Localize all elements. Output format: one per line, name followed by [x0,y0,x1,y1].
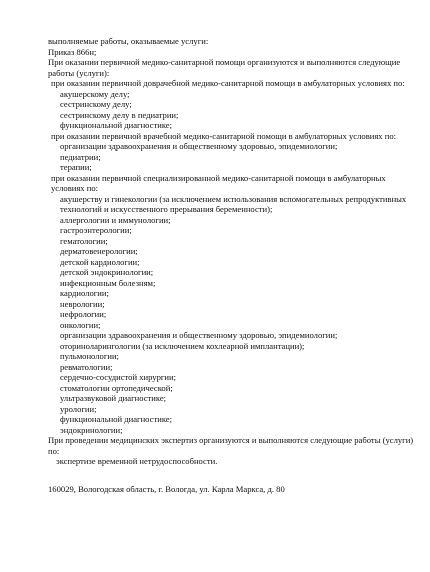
document-line: При оказании первичной медико-санитарной помощи организуются и выполняются следующие работы (услуги): [48,57,401,78]
document-line: при оказании первичной врачебной медико-санитарной помощи в амбулаторных условиях по: [51,130,397,141]
document-line: сердечно-сосудистой хирургии; [60,372,177,382]
document-line: кардиологии; [60,288,109,298]
document-line: онкологии; [60,319,101,330]
document-line: аллергологии и иммунологии; [60,214,171,225]
document-line: выполняемые работы, оказываемые услуги: [48,36,209,46]
document-line: ревматологии; [60,361,113,372]
document-line: При проведении медицинских экспертиз организуются и выполняются следующие работы (услуги) по: [48,435,414,456]
document-line: сестринскому делу в педиатрии; [60,109,179,120]
document-line: экспертизе временной нетрудоспособности. [56,456,218,466]
document-line: инфекционным болезням; [60,277,156,288]
document-line: Приказ 866н; [48,46,97,57]
document-line: при оказании первичной доврачебной медико-санитарной помощи в амбулаторных условиях по: [51,78,405,88]
document-line: акушерскому делу; [60,88,130,99]
document-line: терапии; [60,162,92,172]
document-line: урологии; [60,403,97,414]
document-line: пульмонологии; [60,351,119,361]
document-line: детской кардиологии; [60,256,140,267]
document-line: организации здравоохранения и общественному здоровью, эпидемиологии; [60,330,338,340]
document-line: сестринскому делу; [60,99,132,109]
address-line: 160029, Вологодская область, г. Вологда, ул. Карла Маркса, д. 80 [48,484,285,494]
document-line: дерматовенерологии; [60,246,138,256]
document-line: педиатрии; [60,151,101,162]
document-line: эндокринологии; [60,424,123,435]
document-line: ультразвуковой диагностике; [60,393,167,403]
document-line: стоматологии ортопедической; [60,382,173,393]
document-line: организации здравоохранения и общественному здоровью, эпидемиологии; [60,141,338,151]
document-line: гастроэнтерологии; [60,225,132,235]
document-line: акушерству и гинекологии (за исключением использования вспомогательных репродуктивных технологий и искусственного прерывания беременности); [60,193,407,214]
document-body [48,36,418,467]
document-line: функциональной диагностике; [60,414,173,424]
document-line: нефрологии; [60,309,107,319]
document-line: гематологии; [60,235,108,246]
document-line: детской эндокринологии; [60,267,154,277]
document-line: оториноларингологии (за исключением кохлеарной имплантации); [60,340,305,351]
document-line: при оказании первичной специализированной медико-санитарной помощи в амбулаторных условиях по: [51,172,386,193]
document-line: функциональной диагностике; [60,120,173,130]
document-line: неврологии; [60,298,105,309]
